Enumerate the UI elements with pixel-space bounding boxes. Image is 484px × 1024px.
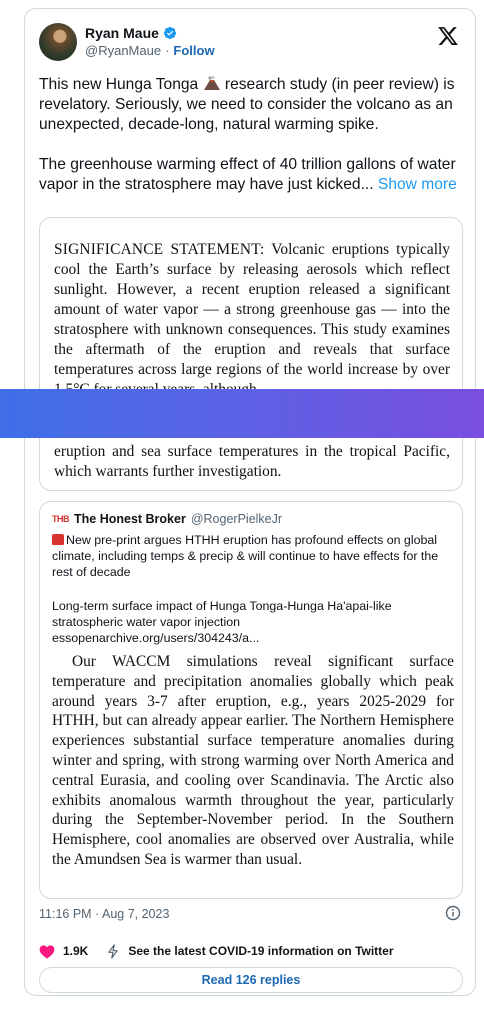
- author-name[interactable]: Ryan Maue: [85, 25, 159, 41]
- quoted-link-url: essopenarchive.org/users/304243/a...: [52, 631, 260, 645]
- tweet-paragraph-1: [39, 75, 463, 135]
- quoted-tweet-header: [52, 512, 282, 526]
- lightning-icon: [106, 944, 120, 959]
- verified-badge-icon: [163, 26, 177, 40]
- significance-label: SIGNIFICANCE STATEMENT:: [54, 241, 265, 258]
- info-icon[interactable]: [445, 905, 461, 921]
- read-replies-button[interactable]: Read 126 replies: [39, 967, 463, 993]
- quoted-link-preview: [52, 598, 454, 646]
- tweet-paragraph-2: [39, 155, 463, 195]
- author-handle-row: [85, 43, 215, 58]
- avatar[interactable]: [39, 23, 77, 61]
- attached-image[interactable]: [39, 217, 463, 491]
- quoted-author-handle: @RogerPielkeJr: [190, 512, 283, 526]
- tweet-card: [24, 8, 476, 996]
- significance-statement: [54, 240, 450, 400]
- quoted-image-excerpt: Our WACCM simulations reveal significant surface temperature and precipitation anomalies globally which peak around years 3-7 after eruption, e.g., years 2025-2029 for HTHH, but can already appear earlier. The Northern Hemisphere experiences substantial surface temperature anomalies during winter and spring, with strong warming over North America and central Eurasia, and cooling over Scandinavia. The Arctic also exhibits anomalous warmth throughout the year, particularly during the September-November period. In the Southern Hemisphere, cool anomalies are observed over Australia, while the Amundsen Sea is warmer than usual.: [52, 653, 454, 868]
- separator-dot: ·: [165, 43, 170, 58]
- overlay-band: [0, 389, 484, 438]
- significance-text: Volcanic eruptions typically cool the Earth’s surface by releasing aerosols which reflect sunlight. However, a recent eruption released a significant amount of water vapor — a strong greenhouse gas — into the stratosphere with unknown consequences. This study examines the aftermath of the eruption and reveals that surface temperatures across large regions of the world increase by over: [54, 241, 450, 378]
- like-count[interactable]: 1.9K: [63, 944, 89, 958]
- author-handle[interactable]: @RyanMaue: [85, 43, 162, 58]
- significance-tail: eruption and sea surface temperatures in the tropical Pacific, which warrants further investigation.: [54, 443, 450, 480]
- quoted-tweet[interactable]: [39, 501, 463, 899]
- heart-icon[interactable]: [39, 944, 55, 959]
- quoted-tweet-text: [52, 532, 454, 580]
- tweet-p2-text: The greenhouse warming effect of 40 trillion gallons of water vapor in the stratosphere may have just kicked...: [39, 156, 456, 193]
- quoted-body: New pre-print argues HTHH eruption has profound effects on global climate, including temps & precip & will continue to have effects for the rest of decade: [52, 533, 439, 579]
- tweet-header: [39, 23, 461, 67]
- quoted-link-title: Long-term surface impact of Hunga Tonga-Hunga Ha'apai-like stratospheric water vapor injection: [52, 599, 392, 629]
- author-name-row: [85, 25, 177, 41]
- siren-emoji-icon: [52, 534, 64, 545]
- covid-info-link[interactable]: See the latest COVID-19 information on Twitter: [128, 944, 394, 958]
- quoted-author-name: The Honest Broker: [74, 512, 186, 526]
- volcano-emoji-icon: [203, 76, 221, 90]
- action-bar: [39, 941, 463, 961]
- tweet-p1-start: This new Hunga Tonga: [39, 76, 203, 93]
- quoted-avatar-logo: THB: [52, 514, 69, 524]
- tweet-timestamp[interactable]: 11:16 PM · Aug 7, 2023: [39, 907, 170, 921]
- show-more-link[interactable]: Show more: [377, 176, 457, 193]
- tweet-text: [39, 75, 463, 215]
- tweet-p1-end: research study (in peer review) is revelatory. Seriously, we need to consider the volcano as an unexpected, decade-long, natural warming spike.: [39, 76, 455, 133]
- x-logo-icon[interactable]: [437, 25, 459, 47]
- follow-button[interactable]: Follow: [173, 43, 215, 58]
